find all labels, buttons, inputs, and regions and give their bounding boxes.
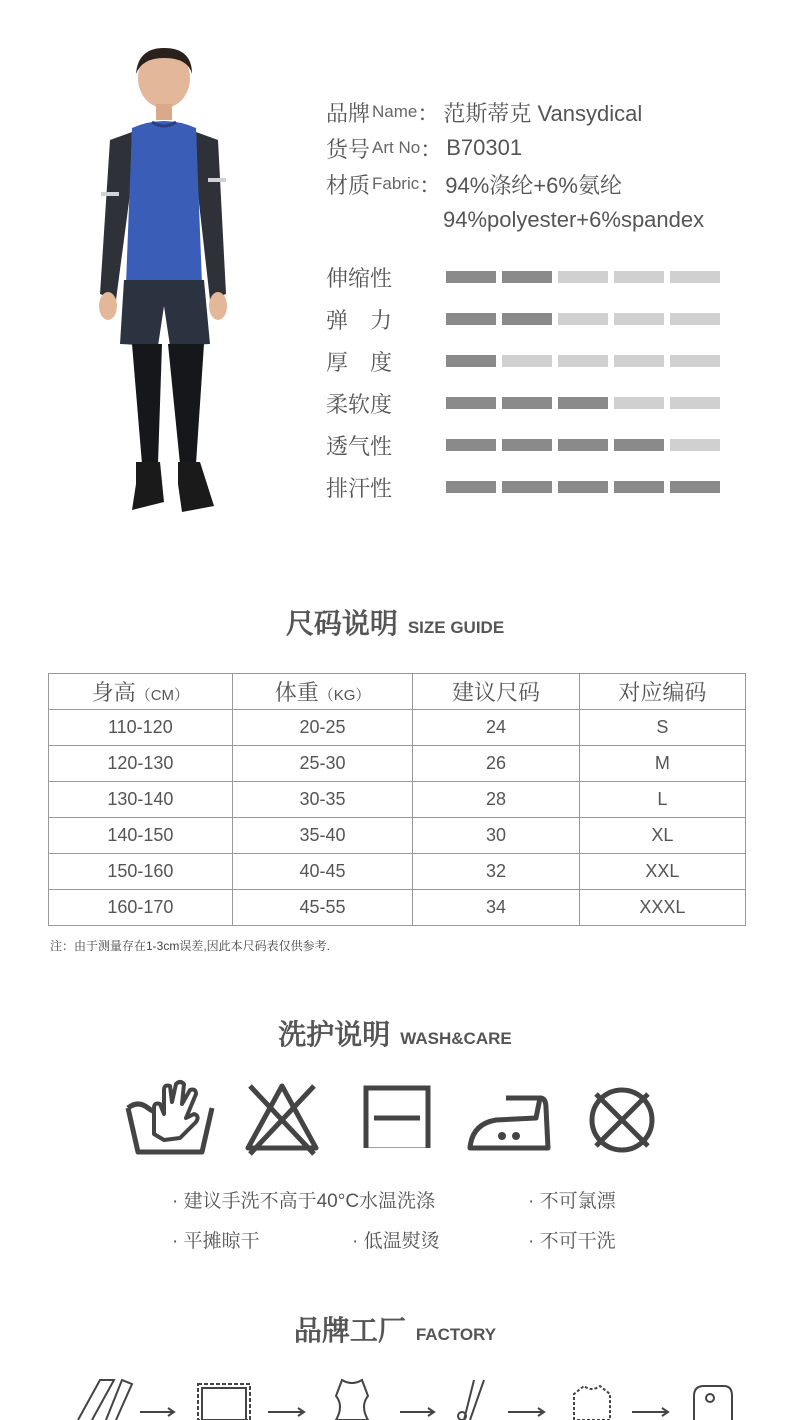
rating-bar-filled (446, 313, 496, 325)
table-cell: 110-120 (49, 710, 233, 746)
rating-bar-filled (446, 439, 496, 451)
mannequin-icon (336, 1380, 368, 1420)
header-unit: （KG） (318, 687, 371, 704)
rating-bar-empty (558, 355, 608, 367)
rating-bars (446, 397, 720, 409)
colon: ： (420, 136, 443, 162)
table-cell: M (579, 746, 745, 782)
table-row (49, 746, 746, 782)
brand-value: 范斯蒂克 Vansydical (443, 100, 643, 126)
arrow-right-icon (140, 1408, 174, 1416)
fabric-row-en (326, 202, 766, 238)
art-row (326, 130, 766, 166)
hand-wash-icon (124, 1078, 216, 1158)
arrow-right-icon (268, 1408, 304, 1416)
rating-bar-empty (670, 397, 720, 409)
rating-bars (446, 313, 720, 325)
rating-label: 厚 度 (326, 349, 393, 375)
rating-bar-filled (502, 397, 552, 409)
table-row (49, 854, 746, 890)
rating-bar-filled (446, 271, 496, 283)
rating-bar-filled (446, 481, 496, 493)
header-unit: （CM） (135, 687, 190, 704)
header-label: 体重 (274, 680, 319, 705)
rating-row (326, 256, 726, 298)
fabric-label: 材质 (326, 172, 371, 198)
table-row (49, 782, 746, 818)
table-cell: XXXL (579, 890, 745, 926)
factory-title-en: FACTORY (415, 1325, 497, 1344)
factory-heading (0, 1309, 790, 1349)
rating-bar-empty (614, 355, 664, 367)
product-info (326, 94, 766, 238)
care-item-no-bleach: · 不可氯漂 (528, 1191, 616, 1212)
fabric-ratings (326, 256, 726, 508)
factory-title: 品牌工厂 (293, 1315, 406, 1346)
rating-bar-filled (502, 439, 552, 451)
size-guide-title: 尺码说明 (285, 608, 398, 639)
table-cell: 28 (413, 782, 579, 818)
fabric-row (326, 166, 766, 202)
rating-bar-filled (558, 397, 608, 409)
size-table-header (232, 674, 413, 710)
art-value: B70301 (446, 135, 523, 160)
rating-bar-filled (558, 439, 608, 451)
garment-icon (574, 1386, 610, 1420)
rating-label: 透气性 (326, 433, 393, 459)
size-guide-heading (0, 602, 790, 642)
table-cell: 20-25 (232, 710, 413, 746)
table-cell: 150-160 (49, 854, 233, 890)
colon: ： (419, 172, 442, 198)
factory-process (70, 1372, 750, 1420)
scissors-icon (458, 1380, 484, 1420)
size-guide-title-en: SIZE GUIDE (407, 618, 505, 637)
rating-bar-filled (614, 481, 664, 493)
table-cell: 160-170 (49, 890, 233, 926)
wash-care-title-en: WASH&CARE (400, 1029, 512, 1048)
arrow-right-icon (508, 1408, 544, 1416)
rating-row (326, 382, 726, 424)
rating-bars (446, 439, 720, 451)
rating-bar-empty (670, 439, 720, 451)
art-label: 货号 (326, 136, 371, 162)
table-cell: 40-45 (232, 854, 413, 890)
rating-bars (446, 481, 720, 493)
care-item-hand-wash: · 建议手洗不高于40°C水温洗涤 (172, 1191, 436, 1212)
wash-care-title: 洗护说明 (278, 1019, 391, 1050)
low-iron-icon (466, 1078, 554, 1158)
table-cell: 45-55 (232, 890, 413, 926)
size-note: 注：由于测量存在1-3cm误差,因此本尺码表仅供参考. (50, 939, 331, 953)
table-cell: 24 (413, 710, 579, 746)
table-cell: 120-130 (49, 746, 233, 782)
care-icons (120, 1078, 680, 1162)
table-cell: L (579, 782, 745, 818)
fabric-value: 94%涤纶+6%氨纶 (445, 172, 622, 198)
art-label-en: Art No (372, 138, 421, 157)
rating-bar-empty (614, 271, 664, 283)
table-cell: 30 (413, 818, 579, 854)
table-cell: 32 (413, 854, 579, 890)
table-cell: 130-140 (49, 782, 233, 818)
brand-label: 品牌 (326, 100, 371, 126)
rating-bar-empty (558, 313, 608, 325)
care-item-no-dry-clean: · 不可干洗 (528, 1231, 616, 1252)
table-row (49, 818, 746, 854)
table-cell: 30-35 (232, 782, 413, 818)
rating-row (326, 424, 726, 466)
no-bleach-icon (242, 1078, 322, 1158)
care-item-dry-flat: · 平摊晾干 (172, 1231, 260, 1252)
rating-bar-filled (502, 313, 552, 325)
rating-bar-empty (670, 271, 720, 283)
table-cell: XXL (579, 854, 745, 890)
rating-bar-filled (670, 481, 720, 493)
table-row (49, 890, 746, 926)
rating-bar-empty (558, 271, 608, 283)
rating-bar-filled (446, 355, 496, 367)
product-model-image (92, 44, 252, 522)
no-dry-clean-icon (586, 1078, 658, 1158)
rating-bar-empty (614, 313, 664, 325)
rating-bar-empty (670, 355, 720, 367)
rating-bar-filled (614, 439, 664, 451)
colon: ： (417, 100, 440, 126)
rating-bar-filled (502, 481, 552, 493)
fabric-roll-icon (78, 1380, 132, 1420)
rating-row (326, 466, 726, 508)
table-cell: 25-30 (232, 746, 413, 782)
brand-label-en: Name (372, 102, 418, 121)
care-item-low-iron: · 低温熨烫 (352, 1231, 440, 1252)
table-cell: S (579, 710, 745, 746)
brand-row (326, 94, 766, 130)
sewing-machine-icon (694, 1386, 732, 1420)
header-label: 建议尺码 (452, 680, 541, 705)
size-table-header (579, 674, 745, 710)
arrow-right-icon (400, 1408, 434, 1416)
rating-bar-empty (614, 397, 664, 409)
rating-bar-empty (670, 313, 720, 325)
table-cell: 26 (413, 746, 579, 782)
rating-label: 柔软度 (326, 391, 393, 417)
table-cell: XL (579, 818, 745, 854)
table-row (49, 710, 746, 746)
table-cell: 35-40 (232, 818, 413, 854)
header-label: 对应编码 (618, 680, 707, 705)
rating-bars (446, 355, 720, 367)
size-table-header (413, 674, 579, 710)
arrow-right-icon (632, 1408, 668, 1416)
cloth-sheet-icon (198, 1384, 250, 1420)
rating-row (326, 340, 726, 382)
header-label: 身高 (91, 680, 136, 705)
wash-care-heading (0, 1013, 790, 1053)
rating-label: 弹 力 (326, 307, 393, 333)
rating-row (326, 298, 726, 340)
rating-bar-filled (502, 271, 552, 283)
rating-label: 排汗性 (326, 475, 393, 501)
size-table-header (49, 674, 233, 710)
rating-bar-filled (558, 481, 608, 493)
rating-bar-filled (446, 397, 496, 409)
fabric-label-en: Fabric (372, 174, 420, 193)
dry-flat-icon (362, 1078, 432, 1148)
rating-label: 伸缩性 (326, 265, 393, 291)
rating-bars (446, 271, 720, 283)
table-cell: 140-150 (49, 818, 233, 854)
size-table (48, 673, 746, 926)
rating-bar-empty (502, 355, 552, 367)
fabric-value-en: 94%polyester+6%spandex (443, 207, 705, 232)
table-cell: 34 (413, 890, 579, 926)
